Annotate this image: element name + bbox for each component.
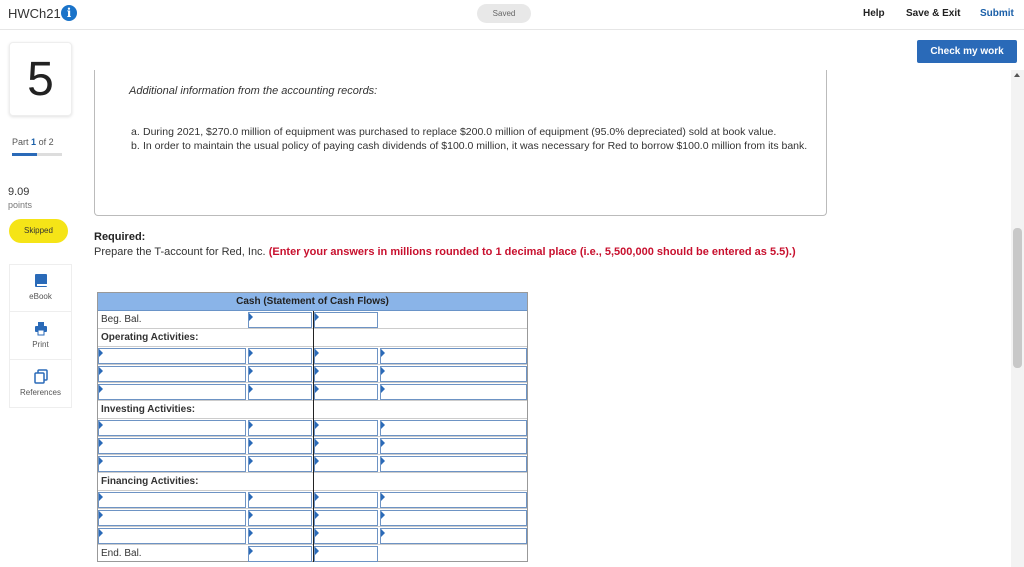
investing-debit-label-input[interactable] bbox=[98, 456, 246, 472]
financing-debit-label-input[interactable] bbox=[98, 528, 246, 544]
book-icon bbox=[34, 273, 48, 288]
info-item-b bbox=[129, 139, 809, 153]
investing-debit-label-input[interactable] bbox=[98, 420, 246, 436]
additional-info-title: Additional information from the accounting records: bbox=[129, 85, 378, 97]
investing-credit-amount-input[interactable] bbox=[314, 438, 378, 454]
investing-debit-label-input[interactable] bbox=[98, 438, 246, 454]
required-heading: Required: bbox=[94, 231, 146, 243]
points-label: points bbox=[8, 200, 33, 210]
financing-debit-amount-input[interactable] bbox=[248, 528, 312, 544]
info-item-text: During 2021, $270.0 million of equipment was purchased to replace $200.0 million of equipment (95.0% depreciated) sold at book value. bbox=[143, 126, 777, 138]
operating-debit-label-input[interactable] bbox=[98, 384, 246, 400]
financing-label: Financing Activities: bbox=[101, 476, 199, 487]
cash-t-account bbox=[97, 292, 528, 562]
part-progress-fill bbox=[12, 153, 37, 156]
operating-credit-amount-input[interactable] bbox=[314, 366, 378, 382]
investing-credit-amount-input[interactable] bbox=[314, 456, 378, 472]
investing-credit-label-input[interactable] bbox=[380, 420, 527, 436]
part-current: 1 bbox=[31, 137, 37, 147]
financing-credit-label-input[interactable] bbox=[380, 510, 527, 526]
top-bar bbox=[0, 0, 1024, 30]
t-account-title: Cash (Statement of Cash Flows) bbox=[98, 293, 527, 311]
investing-debit-amount-input[interactable] bbox=[248, 420, 312, 436]
investing-credit-amount-input[interactable] bbox=[314, 420, 378, 436]
ebook-button[interactable] bbox=[10, 265, 71, 312]
operating-credit-label-input[interactable] bbox=[380, 348, 527, 364]
financing-credit-amount-input[interactable] bbox=[314, 510, 378, 526]
points-value: 9.09 bbox=[8, 186, 30, 198]
question-number: 5 bbox=[9, 42, 72, 116]
info-item-marker: b. bbox=[131, 140, 140, 152]
additional-info-list bbox=[129, 125, 809, 153]
end-bal-label: End. Bal. bbox=[101, 548, 142, 559]
info-icon[interactable]: i bbox=[61, 5, 77, 21]
question-sidebar bbox=[0, 30, 82, 567]
part-indicator bbox=[12, 137, 54, 147]
check-my-work-button[interactable]: Check my work bbox=[917, 40, 1017, 63]
financing-credit-amount-input[interactable] bbox=[314, 492, 378, 508]
operating-debit-label-input[interactable] bbox=[98, 348, 246, 364]
operating-credit-amount-input[interactable] bbox=[314, 384, 378, 400]
operating-debit-amount-input[interactable] bbox=[248, 348, 312, 364]
beg-bal-debit-input[interactable] bbox=[248, 312, 312, 328]
investing-debit-amount-input[interactable] bbox=[248, 438, 312, 454]
operating-debit-label-input[interactable] bbox=[98, 366, 246, 382]
part-of: of 2 bbox=[38, 137, 54, 147]
operating-credit-label-input[interactable] bbox=[380, 384, 527, 400]
beg-bal-credit-input[interactable] bbox=[314, 312, 378, 328]
end-bal-credit-input[interactable] bbox=[314, 546, 378, 562]
operating-credit-amount-input[interactable] bbox=[314, 348, 378, 364]
required-text bbox=[94, 245, 834, 259]
scroll-up-icon[interactable] bbox=[1014, 73, 1020, 77]
investing-debit-amount-input[interactable] bbox=[248, 456, 312, 472]
financing-debit-label-input[interactable] bbox=[98, 510, 246, 526]
skipped-badge: Skipped bbox=[9, 219, 68, 243]
tools-panel bbox=[9, 264, 72, 408]
financing-debit-label-input[interactable] bbox=[98, 492, 246, 508]
financing-credit-label-input[interactable] bbox=[380, 492, 527, 508]
financing-debit-amount-input[interactable] bbox=[248, 510, 312, 526]
investing-credit-label-input[interactable] bbox=[380, 456, 527, 472]
printer-icon bbox=[34, 321, 48, 336]
investing-label: Investing Activities: bbox=[101, 404, 196, 415]
required-prompt: Prepare the T-account for Red, Inc. bbox=[94, 246, 266, 258]
financing-credit-label-input[interactable] bbox=[380, 528, 527, 544]
ebook-label: eBook bbox=[29, 292, 52, 301]
print-button[interactable] bbox=[10, 313, 71, 360]
assignment-title: HWCh21 bbox=[8, 6, 61, 21]
investing-credit-label-input[interactable] bbox=[380, 438, 527, 454]
scroll-thumb[interactable] bbox=[1013, 228, 1022, 368]
part-prefix: Part bbox=[12, 137, 29, 147]
beg-bal-label: Beg. Bal. bbox=[101, 314, 142, 325]
operating-label: Operating Activities: bbox=[101, 332, 199, 343]
info-item-a bbox=[129, 125, 809, 139]
operating-credit-label-input[interactable] bbox=[380, 366, 527, 382]
saved-status-badge: Saved bbox=[477, 4, 531, 23]
t-account-divider bbox=[313, 311, 314, 562]
save-exit-link[interactable]: Save & Exit bbox=[906, 8, 961, 19]
financing-debit-amount-input[interactable] bbox=[248, 492, 312, 508]
references-button[interactable] bbox=[10, 361, 71, 408]
info-item-marker: a. bbox=[131, 126, 140, 138]
references-icon bbox=[34, 369, 48, 384]
page-scrollbar[interactable] bbox=[1011, 70, 1024, 567]
part-progress-bar bbox=[12, 153, 62, 156]
submit-link[interactable]: Submit bbox=[980, 8, 1014, 19]
financing-credit-amount-input[interactable] bbox=[314, 528, 378, 544]
references-label: References bbox=[20, 388, 61, 397]
required-instruction: (Enter your answers in millions rounded to 1 decimal place (i.e., 5,500,000 should be entered as 5.5).) bbox=[268, 246, 796, 258]
additional-info-box bbox=[94, 70, 827, 216]
help-link[interactable]: Help bbox=[863, 8, 885, 19]
operating-debit-amount-input[interactable] bbox=[248, 366, 312, 382]
info-item-text: In order to maintain the usual policy of paying cash dividends of $100.0 million, it was necessary for Red to borrow $100.0 million from its bank. bbox=[143, 140, 808, 152]
print-label: Print bbox=[32, 340, 49, 349]
operating-debit-amount-input[interactable] bbox=[248, 384, 312, 400]
end-bal-debit-input[interactable] bbox=[248, 546, 312, 562]
